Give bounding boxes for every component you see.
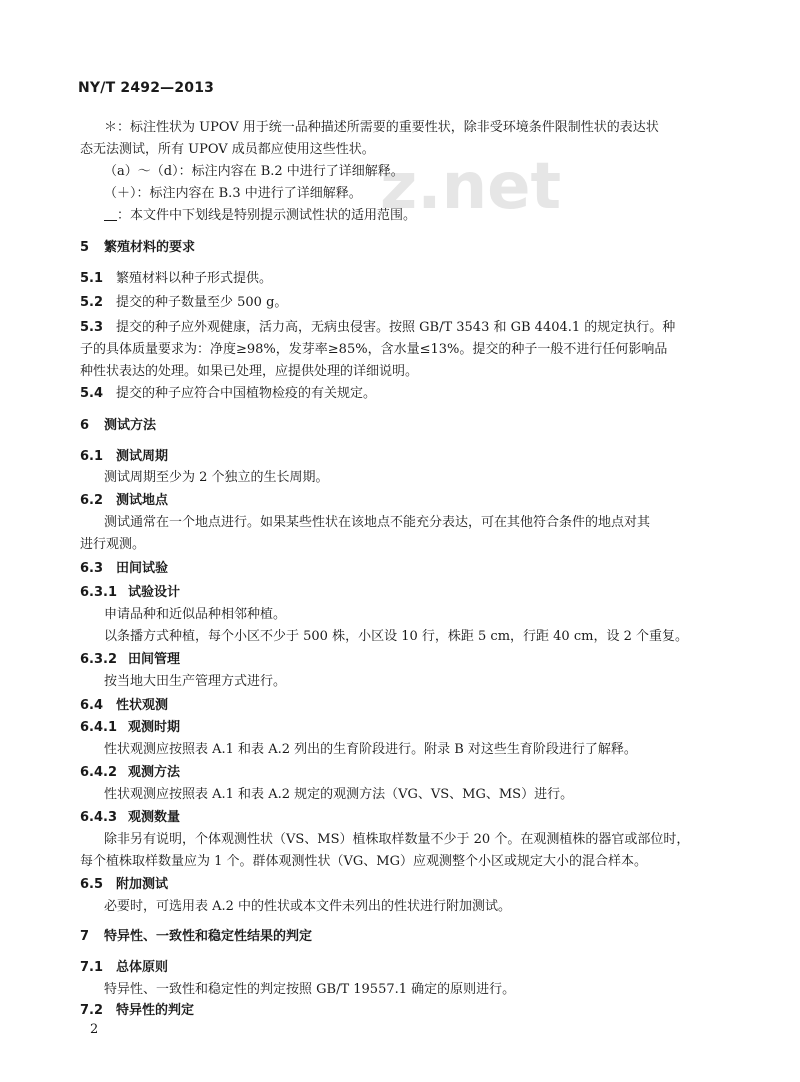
clause-title: 观测数量 [128,810,181,825]
section-number: 5 [80,240,90,255]
section-7-heading [80,929,312,945]
clause-6-3-1-line2: 以条播方式种植，每个小区不少于 500 株，小区设 10 行，株距 5 cm，行距 40 cm，设 2 个重复。 [104,629,688,644]
clause-6-2-heading [80,493,168,509]
section-title: 繁殖材料的要求 [104,240,196,255]
note-asterisk-line1: ＊：标注性状为 UPOV 用于统一品种描述所需要的重要性状，除非受环境条件限制性状的表达状 [104,120,659,135]
note-underline-text: ：本文件中下划线是特别提示测试性状的适用范围。 [117,208,417,223]
clause-6-4-3-heading [80,810,180,826]
clause-title: 特异性的判定 [116,1003,195,1018]
clause-text: 提交的种子应外观健康，活力高，无病虫侵害。按照 GB/T 3543 和 GB 4404.1 的规定执行。种 [116,320,676,335]
clause-title: 田间试验 [116,561,169,576]
clause-number: 6.3.2 [80,652,118,667]
clause-number: 6.4.1 [80,720,118,735]
clause-text: 提交的种子应符合中国植物检疫的有关规定。 [116,386,377,401]
clause-text: 提交的种子数量至少 500 g。 [116,295,288,310]
watermark: z.net [380,150,562,224]
clause-number: 5.2 [80,295,104,310]
section-number: 6 [80,418,90,433]
clause-number: 5.3 [80,320,104,335]
underline-mark: ＿ [104,208,118,223]
clause-number: 6.2 [80,493,104,508]
clause-5-2 [80,295,287,311]
clause-6-4-2-text: 性状观测应按照表 A.1 和表 A.2 规定的观测方法（VG、VS、MG、MS）进行。 [104,787,574,802]
clause-number: 5.4 [80,386,104,401]
clause-6-3-1-line1: 申请品种和近似品种相邻种植。 [104,607,287,622]
clause-6-1-text: 测试周期至少为 2 个独立的生长周期。 [104,470,329,485]
clause-6-5-text: 必要时，可选用表 A.2 中的性状或本文件未列出的性状进行附加测试。 [104,899,512,914]
clause-6-3-2-text: 按当地大田生产管理方式进行。 [104,674,287,689]
section-number: 7 [80,929,90,944]
clause-number: 6.4.3 [80,810,118,825]
clause-number: 6.1 [80,449,104,464]
note-plus: （＋）：标注内容在 B.3 中进行了详细解释。 [104,186,362,201]
note-asterisk-line2: 态无法测试，所有 UPOV 成员都应使用这些性状。 [80,142,375,157]
note-underline [104,208,416,224]
clause-title: 测试地点 [116,493,169,508]
clause-title: 田间管理 [128,652,181,667]
clause-6-3-heading [80,561,168,577]
clause-6-2-line1: 测试通常在一个地点进行。如果某些性状在该地点不能充分表达，可在其他符合条件的地点对其 [104,515,651,530]
clause-5-3-line2: 子的具体质量要求为：净度≥98%，发芽率≥85%，含水量≤13%。提交的种子一般不进行任何影响品 [80,342,668,357]
clause-7-1-text: 特异性、一致性和稳定性的判定按照 GB/T 19557.1 确定的原则进行。 [104,982,516,997]
clause-text: 繁殖材料以种子形式提供。 [116,271,273,286]
clause-title: 测试周期 [116,449,169,464]
standard-code-header: NY/T 2492—2013 [78,80,215,96]
clause-6-2-line2: 进行观测。 [80,537,146,552]
clause-number: 6.4 [80,698,104,713]
clause-title: 试验设计 [128,585,181,600]
clause-6-3-2-heading [80,652,180,668]
clause-title: 观测方法 [128,765,181,780]
clause-5-3-line3: 种性状表达的处理。如果已处理，应提供处理的详细说明。 [80,364,419,379]
clause-6-4-3-line1: 除非另有说明，个体观测性状（VS、MS）植株取样数量不少于 20 个。在观测植株的器官或部位时， [104,832,690,847]
clause-6-4-1-heading [80,720,180,736]
clause-7-2-heading [80,1003,194,1019]
clause-title: 观测时期 [128,720,181,735]
clause-6-4-1-text: 性状观测应按照表 A.1 和表 A.2 列出的生育阶段进行。附录 B 对这些生育阶段进行了解释。 [104,742,637,757]
clause-title: 总体原则 [116,960,169,975]
section-5-heading [80,240,195,256]
clause-7-1-heading [80,960,168,976]
note-a-d: （a）～（d）：标注内容在 B.2 中进行了详细解释。 [104,164,404,179]
clause-5-1 [80,271,272,287]
clause-number: 6.5 [80,877,104,892]
clause-5-4 [80,386,376,402]
clause-title: 附加测试 [116,877,169,892]
clause-number: 6.3 [80,561,104,576]
clause-6-3-1-heading [80,585,180,601]
section-title: 测试方法 [104,418,157,433]
clause-number: 7.1 [80,960,104,975]
clause-number: 6.3.1 [80,585,118,600]
clause-number: 7.2 [80,1003,104,1018]
section-6-heading [80,418,156,434]
clause-6-5-heading [80,877,168,893]
clause-6-4-heading [80,698,168,714]
clause-number: 6.4.2 [80,765,118,780]
clause-6-4-2-heading [80,765,180,781]
clause-title: 性状观测 [116,698,169,713]
clause-number: 5.1 [80,271,104,286]
page-number: 2 [90,1022,99,1037]
clause-5-3 [80,320,675,336]
clause-6-1-heading [80,449,168,465]
section-title: 特异性、一致性和稳定性结果的判定 [104,929,313,944]
clause-6-4-3-line2: 每个植株取样数量应为 1 个。群体观测性状（VG、MG）应观测整个小区或规定大小的混合样本。 [80,854,648,869]
